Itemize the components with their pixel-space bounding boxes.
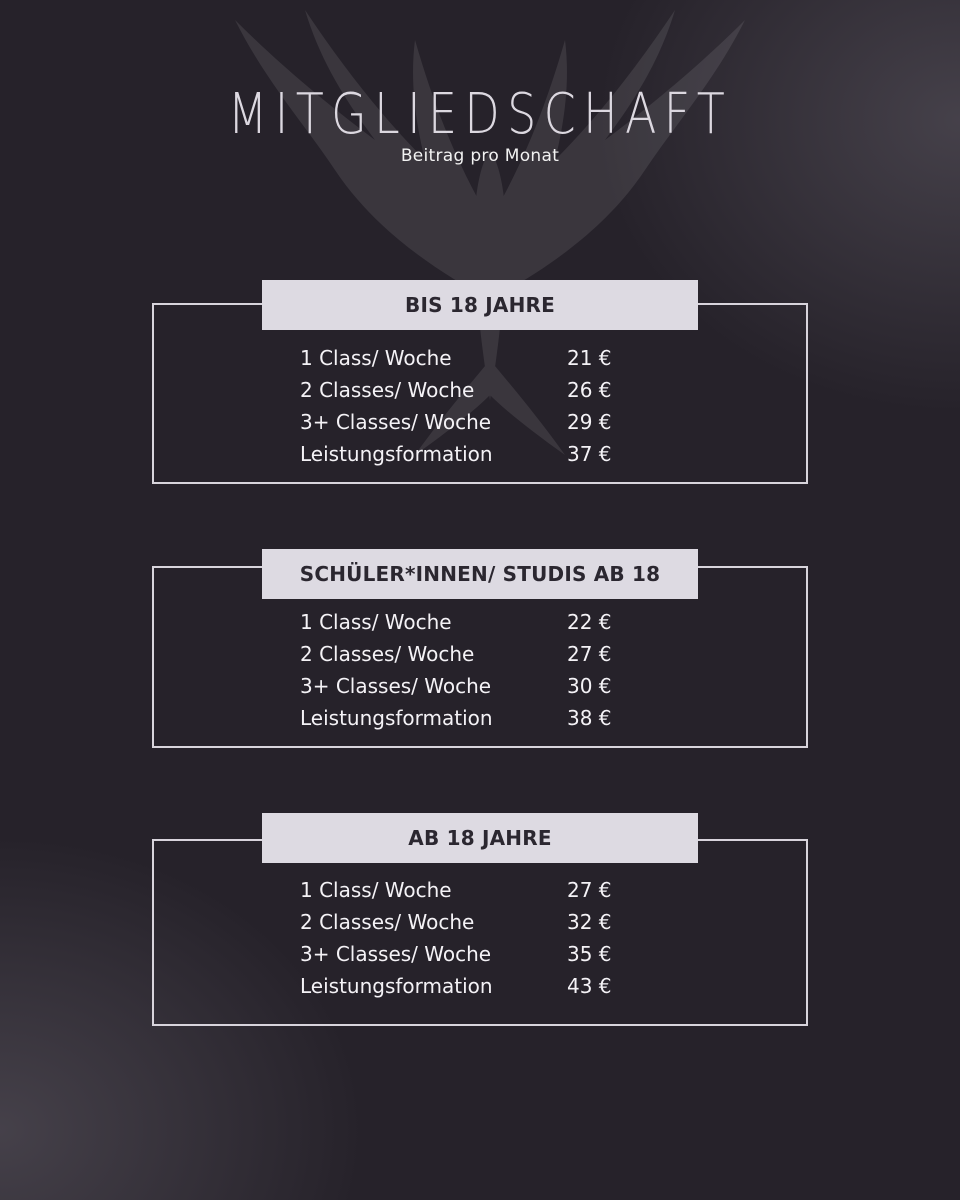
price-list-ab-18: [300, 874, 640, 1002]
class-option-label: 1 Class/ Woche: [300, 346, 452, 370]
class-option-label: 3+ Classes/ Woche: [300, 410, 492, 434]
price-value: 27 €: [567, 642, 612, 666]
price-list-studis-ab-18: [300, 606, 640, 734]
price-row: [300, 374, 640, 406]
price-row: [300, 702, 640, 734]
class-option-label: 2 Classes/ Woche: [300, 642, 475, 666]
page-subtitle: Beitrag pro Monat: [400, 146, 560, 166]
tier-label-ab-18: AB 18 JAHRE: [262, 813, 698, 863]
class-option-label: 3+ Classes/ Woche: [300, 674, 492, 698]
class-option-label: 2 Classes/ Woche: [300, 910, 475, 934]
class-option-label: 3+ Classes/ Woche: [300, 942, 492, 966]
price-row: [300, 906, 640, 938]
tier-label-studis-ab-18: SCHÜLER*INNEN/ STUDIS AB 18: [262, 549, 698, 599]
price-value: 37 €: [567, 442, 612, 466]
class-option-label: Leistungsformation: [300, 442, 493, 466]
header: [0, 80, 960, 166]
class-option-label: 2 Classes/ Woche: [300, 378, 475, 402]
price-value: 43 €: [567, 974, 612, 998]
class-option-label: Leistungsformation: [300, 706, 493, 730]
price-row: [300, 874, 640, 906]
class-option-label: 1 Class/ Woche: [300, 878, 452, 902]
price-list-bis-18: [300, 342, 640, 470]
price-value: 29 €: [567, 410, 612, 434]
price-row: [300, 406, 640, 438]
price-row: [300, 638, 640, 670]
price-row: [300, 670, 640, 702]
price-value: 30 €: [567, 674, 612, 698]
price-row: [300, 970, 640, 1002]
price-value: 32 €: [567, 910, 612, 934]
page-title: MITGLIEDSCHAFT: [227, 82, 733, 147]
price-row: [300, 342, 640, 374]
price-row: [300, 606, 640, 638]
price-value: 26 €: [567, 378, 612, 402]
price-value: 21 €: [567, 346, 612, 370]
price-value: 38 €: [567, 706, 612, 730]
price-value: 22 €: [567, 610, 612, 634]
price-value: 35 €: [567, 942, 612, 966]
price-value: 27 €: [567, 878, 612, 902]
price-row: [300, 938, 640, 970]
price-row: [300, 438, 640, 470]
tier-label-bis-18: BIS 18 JAHRE: [262, 280, 698, 330]
class-option-label: 1 Class/ Woche: [300, 610, 452, 634]
class-option-label: Leistungsformation: [300, 974, 493, 998]
